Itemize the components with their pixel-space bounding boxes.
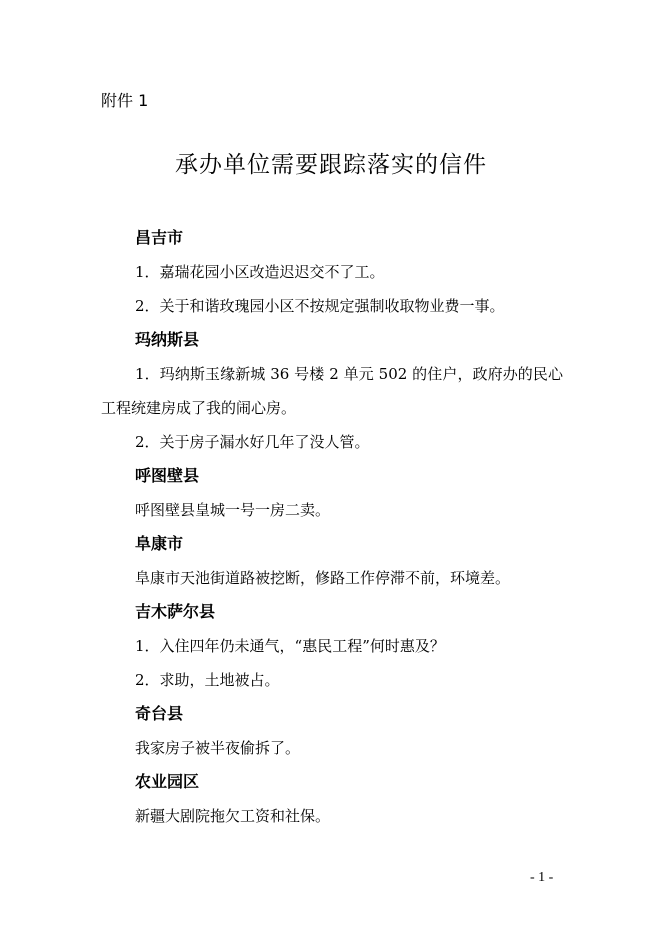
section-heading-jimusaer: 吉木萨尔县 (135, 602, 216, 621)
letter-item: 阜康市天池街道路被挖断，修路工作停滞不前，环境差。 (135, 569, 511, 587)
letter-item: 1．嘉瑞花园小区改造迟迟交不了工。 (135, 263, 385, 281)
letter-item: 1．玛纳斯玉缘新城 36 号楼 2 单元 502 的住户，政府办的民心工程统建房成了我的闹心房。 (101, 365, 563, 417)
document-title: 承办单位需要跟踪落实的信件 (175, 152, 487, 178)
section-heading-qitai: 奇台县 (135, 704, 184, 723)
attachment-label: 附件 1 (101, 91, 149, 110)
letter-item: 呼图壁县皇城一号一房二卖。 (135, 501, 331, 519)
letter-item: 新疆大剧院拖欠工资和社保。 (135, 807, 331, 825)
section-heading-manasi: 玛纳斯县 (135, 330, 200, 349)
letter-item: 2．关于和谐玫瑰园小区不按规定强制收取物业费一事。 (135, 297, 505, 315)
page-number: - 1 - (530, 870, 554, 885)
section-heading-fukang: 阜康市 (135, 534, 184, 553)
letter-item: 我家房子被半夜偷拆了。 (135, 739, 301, 757)
section-heading-changji: 昌吉市 (135, 228, 184, 247)
letter-item: 2．求助，土地被占。 (135, 671, 280, 689)
section-heading-hutubi: 呼图壁县 (135, 466, 200, 485)
section-heading-agri-park: 农业园区 (135, 772, 200, 791)
letters-list (101, 221, 563, 833)
letter-item: 1．入住四年仍未通气，“惠民工程”何时惠及？ (135, 637, 445, 655)
letter-item: 2．关于房子漏水好几年了没人管。 (135, 433, 370, 451)
